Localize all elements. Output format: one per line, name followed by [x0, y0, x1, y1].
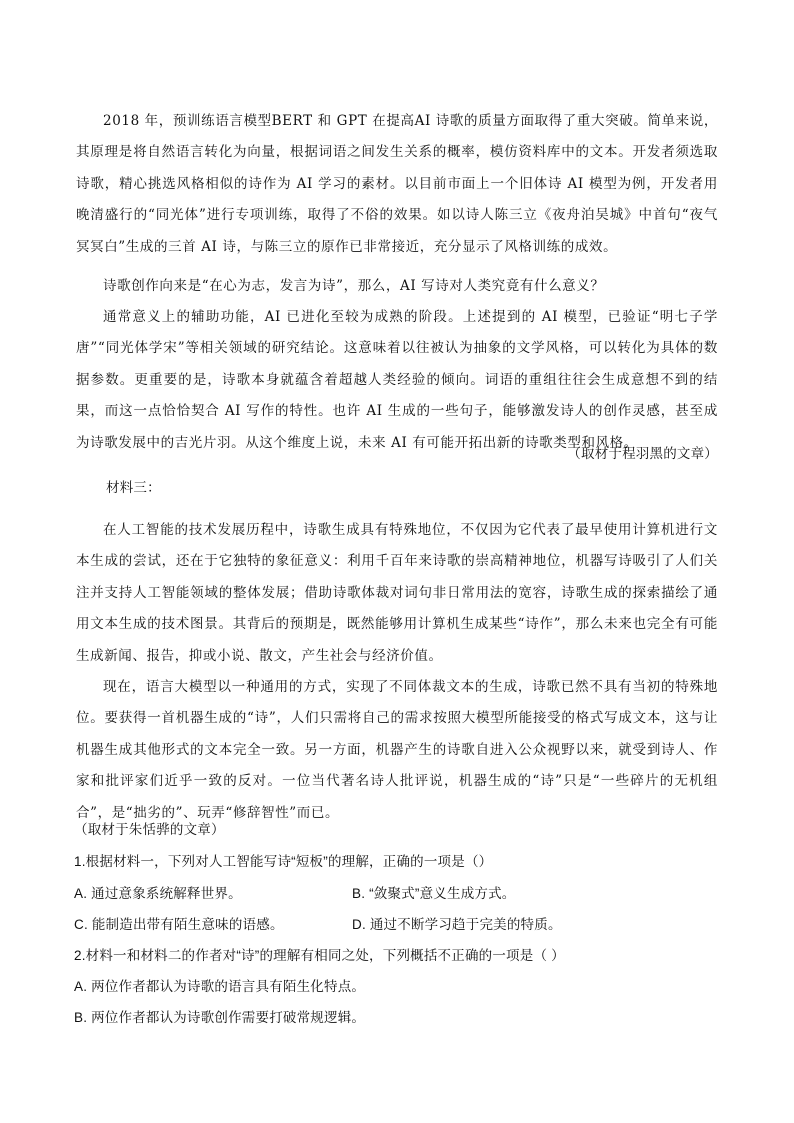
question-1-option-c: C. 能制造出带有陌生意味的语感。	[74, 917, 284, 932]
question-1-option-a: A. 通过意象系统解释世界。	[74, 886, 242, 901]
question-1-option-d: D. 通过不断学习趋于完美的特质。	[352, 917, 562, 932]
material2-paragraph-2: 诗歌创作向来是“在心为志，发言为诗”，那么，AI 写诗对人类究竟有什么意义？	[103, 277, 605, 294]
material3-source: （取材于朱恬骅的文章）	[74, 822, 225, 837]
material2-paragraph-1: 2018 年，预训练语言模型BERT 和 GPT 在提高AI 诗歌的质量方面取得了重大突破。简单来说，其原理是将自然语言转化为向量，根据词语之间发生关系的概率，模仿资料库中的文本。开发者须选取诗歌，精心挑选风格相似的诗作为 AI 学习的素材。以目前市面上一个旧体诗 AI 模型为例，开发者用晚清盛行的“同光体”进行专项训练，取得了不俗的效果。如以诗人陈三立《夜舟泊吴城》中首句“夜气冥冥白”生成的三首 AI 诗，与陈三立的原作已非常接近，充分显示了风格训练的成效。	[76, 112, 718, 255]
material3-paragraph-2: 现在，语言大模型以一种通用的方式，实现了不同体裁文本的生成，诗歌已然不具有当初的特殊地位。要获得一首机器生成的“诗”，人们只需将自己的需求按照大模型所能接受的格式写成文本，这与让机器生成其他形式的文本完全一致。另一方面，机器产生的诗歌自进入公众视野以来，就受到诗人、作家和批评家们近乎一致的反对。一位当代著名诗人批评说，机器生成的“诗”只是“一些碎片的无机组合”，是“拙劣的”、玩弄“修辞智性”而已。	[76, 678, 718, 821]
question-2-stem: 2.材料一和材料二的作者对“诗”的理解有相同之处，下列概括不正确的一项是（ ）	[74, 948, 565, 963]
question-2-option-a: A. 两位作者都认为诗歌的语言具有陌生化特点。	[74, 979, 366, 994]
material3-paragraph-1: 在人工智能的技术发展历程中，诗歌生成具有特殊地位，不仅因为它代表了最早使用计算机进行文本生成的尝试，还在于它独特的象征意义：利用千百年来诗歌的崇高精神地位，机器写诗吸引了人们关注并支持人工智能领域的整体发展；借助诗歌体裁对词句非日常用法的宽容，诗歌生成的探索描绘了通用文本生成的技术图景。其背后的预期是，既然能够用计算机生成某些“诗作”，那么未来也完全有可能生成新闻、报告，抑或小说、散文，产生社会与经济价值。	[76, 521, 718, 664]
question-2-option-b: B. 两位作者都认为诗歌创作需要打破常规逻辑。	[74, 1010, 366, 1025]
material3-heading: 材料三：	[106, 480, 161, 495]
material2-source: （取材于程羽黑的文章）	[567, 446, 718, 461]
question-1-stem: 1.根据材料一，下列对人工智能写诗“短板”的理解，正确的一项是（）	[74, 854, 493, 869]
question-1-option-b: B. “敛聚式”意义生成方式。	[352, 886, 516, 901]
material2-paragraph-3: 通常意义上的辅助功能，AI 已进化至较为成熟的阶段。上述提到的 AI 模型，已验证“明七子学唐”“同光体学宋”等相关领域的研究结论。这意味着以往被认为抽象的文学风格，可以转化为具体的数据参数。更重要的是，诗歌本身就蕴含着超越人类经验的倾向。词语的重组往往会生成意想不到的结果，而这一点恰恰契合 AI 写作的特性。也许 AI 生成的一些句子，能够激发诗人的创作灵感，甚至成为诗歌发展中的吉光片羽。从这个维度上说，未来 AI 有可能开拓出新的诗歌类型和风格。	[76, 308, 718, 451]
